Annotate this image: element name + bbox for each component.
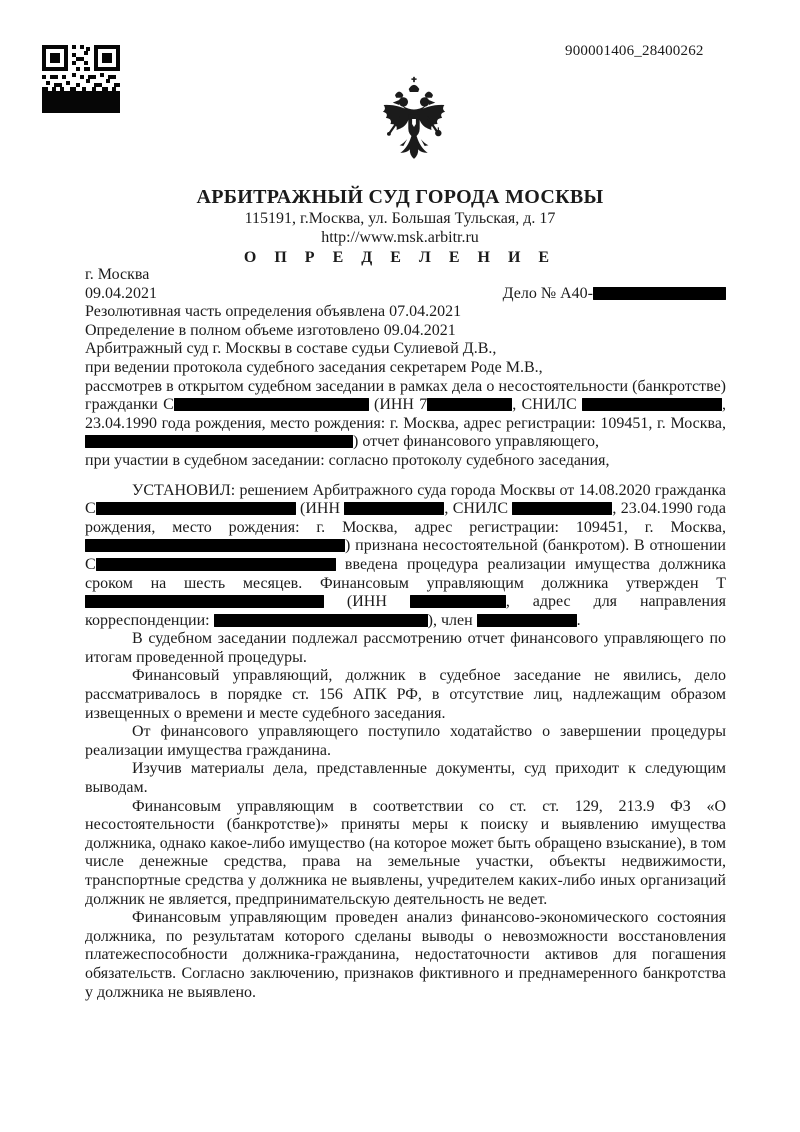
date-case-line: [85, 285, 726, 304]
meta-line-secretary: при ведении протокола судебного заседания секретарем Роде М.В.,: [85, 358, 543, 376]
qr-code: [42, 45, 120, 113]
redaction-bar: [582, 398, 722, 411]
redaction-bar: [96, 502, 296, 515]
place-line: [85, 266, 726, 285]
case-number: [503, 285, 726, 304]
paragraph-ustanovil: УСТАНОВИЛ: решением Арбитражного суда города Москвы от 14.08.2020 гражданка С (ИНН , СНИЛС , 23.04.1990 года рождения, место рождения: г. Москва, адрес регистрации: 109451, г. Москва, ) признана несостоятельной (банкротом). В отношении С введена процедура реализации имущества должника сроком на шесть месяцев. Финансовым управляющим должника утвержден Т (ИНН , адрес для направления корреспонденции: ), член .: [85, 481, 727, 629]
court-name: АРБИТРАЖНЫЙ СУД ГОРОДА МОСКВЫ: [196, 186, 604, 208]
paragraph-property-search: Финансовым управляющим в соответствии со ст. ст. 129, 213.9 ФЗ «О несостоятельности (банкротстве)» приняты меры к поиску и выявлению имущества должника, однако какое-либо имущество (на которое может быть обращено взыскание), в том числе денежные средства, права на земельные участки, объекты недвижимости, транспортные средства у должника не выявлены, учредителем каких-либо иных организаций должник не является, предпринимательскую деятельность не ведет.: [85, 797, 726, 908]
redaction-bar: [174, 398, 369, 411]
meta-line-participants: при участии в судебном заседании: согласно протоколу судебного заседания,: [85, 451, 610, 469]
qr-pattern: [42, 45, 120, 91]
paragraph-absence: Финансовый управляющий, должник в судебное заседание не явились, дело рассматривалось в порядке ст. 156 АПК РФ, в отсутствие лиц, надлежащим образом извещенных о времени и месте судебного заседания.: [85, 667, 726, 722]
case-number-prefix: Дело № А40-: [502, 284, 593, 302]
decision-date: 09.04.2021: [85, 284, 157, 302]
redaction-bar: [85, 435, 353, 448]
redaction-bar: [96, 558, 336, 571]
court-address: 115191, г.Москва, ул. Большая Тульская, д. 17: [244, 210, 556, 227]
double-headed-eagle: [376, 75, 452, 179]
paragraph-study: Изучив материалы дела, представленные документы, суд приходит к следующим выводам.: [85, 760, 726, 797]
redaction-bar: [85, 595, 324, 608]
paragraph-case-description: рассмотрев в открытом судебном заседании в рамках дела о несостоятельности (банкротстве) гражданки С (ИНН 7 , СНИЛС , 23.04.1990 года рождения, место рождения: г. Москва, адрес регистрации: 109451, г. Москва, ) отчет финансового управляющего,: [85, 377, 727, 451]
paragraph-report-review: В судебном заседании подлежал рассмотрению отчет финансового управляющего по итогам проведенной процедуры.: [85, 630, 726, 666]
document-body: [85, 266, 726, 1002]
case-redaction-bar: [593, 287, 726, 300]
russian-coat-of-arms-icon: [376, 75, 452, 179]
meta-line-judge: Арбитражный суд г. Москвы в составе судьи Сулиевой Д.В.,: [85, 340, 497, 358]
redaction-bar: [512, 502, 612, 515]
redaction-bar: [344, 502, 444, 515]
paragraph-motion: От финансового управляющего поступило ходатайство о завершении процедуры реализации имущества гражданина.: [85, 723, 726, 759]
court-header: [0, 186, 800, 267]
redaction-bar: [410, 595, 506, 608]
meta-line-resolutive: Резолютивная часть определения объявлена 07.04.2021: [85, 303, 462, 321]
paragraphs-container: [85, 303, 726, 1002]
redaction-bar: [427, 398, 512, 411]
redaction-bar: [85, 539, 345, 552]
doc-number: 900001406_28400262: [565, 43, 704, 59]
court-website: http://www.msk.arbitr.ru: [321, 229, 479, 246]
qr-redaction-bar: [42, 91, 120, 113]
meta-line-full-text: Определение в полном объеме изготовлено 09.04.2021: [85, 321, 456, 339]
city-label: г. Москва: [85, 266, 150, 283]
paragraph-financial-analysis: Финансовым управляющим проведен анализ финансово-экономического состояния должника, по результатам которого сделаны выводы о невозможности восстановления платежеспособности должника-гражданина, недостаточности активов для погашения обязательств. Согласно заключению, признаков фиктивного и преднамеренного банкротства у должника не выявлено.: [85, 909, 726, 1001]
redaction-bar: [214, 614, 428, 627]
document-type-title: О П Р Е Д Е Л Е Н И Е: [243, 249, 557, 266]
redaction-bar: [477, 614, 577, 627]
